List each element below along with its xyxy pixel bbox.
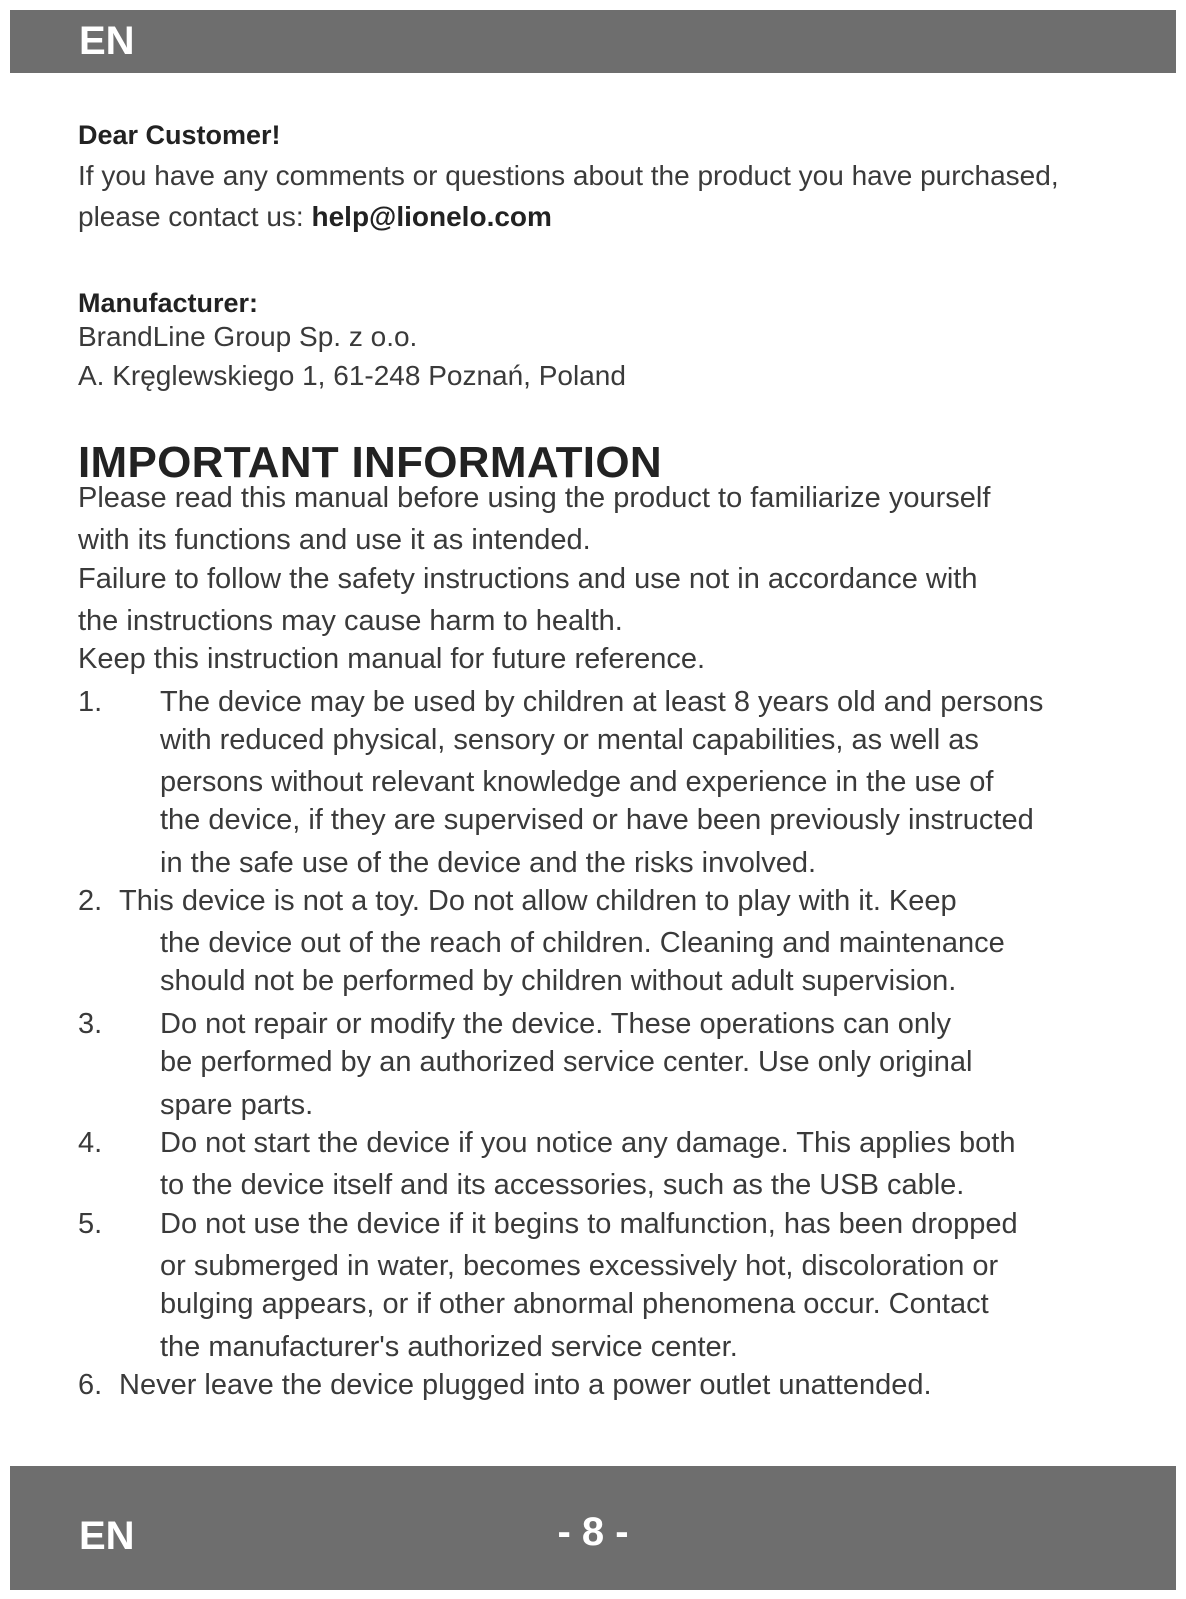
list-item-line: Never leave the device plugged into a power outlet unattended. bbox=[119, 1369, 932, 1401]
intro-line: the instructions may cause harm to health. bbox=[78, 605, 623, 637]
intro-line: Please read this manual before using the product to familiarize yourself bbox=[78, 482, 991, 514]
list-item-line: the device out of the reach of children. Cleaning and maintenance bbox=[160, 927, 1005, 959]
list-item-number: 4. bbox=[78, 1127, 103, 1159]
list-item-number: 2. bbox=[78, 885, 103, 917]
list-item-line: should not be performed by children without adult supervision. bbox=[160, 965, 957, 997]
intro-line: with its functions and use it as intended. bbox=[78, 524, 591, 556]
list-item-line: the device, if they are supervised or have been previously instructed bbox=[160, 804, 1034, 836]
list-item-line: in the safe use of the device and the risks involved. bbox=[160, 847, 817, 879]
list-item-line: spare parts. bbox=[160, 1089, 314, 1121]
list-item-line: be performed by an authorized service center. Use only original bbox=[160, 1046, 973, 1078]
header-language-label: EN bbox=[79, 19, 135, 63]
manufacturer-name: BrandLine Group Sp. z o.o. bbox=[78, 321, 418, 352]
page-number: - 8 - bbox=[557, 1510, 629, 1554]
header-bar bbox=[10, 10, 1176, 73]
list-item-line: persons without relevant knowledge and experience in the use of bbox=[160, 766, 994, 798]
manufacturer-label: Manufacturer: bbox=[78, 288, 259, 318]
list-item-line: to the device itself and its accessories, such as the USB cable. bbox=[160, 1169, 965, 1201]
list-item-line: This device is not a toy. Do not allow children to play with it. Keep bbox=[119, 885, 957, 917]
section-heading: IMPORTANT INFORMATION bbox=[78, 438, 662, 487]
list-item-line: bulging appears, or if other abnormal phenomena occur. Contact bbox=[160, 1288, 989, 1320]
list-item-line: with reduced physical, sensory or mental capabilities, as well as bbox=[160, 724, 979, 756]
list-item-line: or submerged in water, becomes excessively hot, discoloration or bbox=[160, 1250, 999, 1282]
list-item-line: Do not start the device if you notice any damage. This applies both bbox=[160, 1127, 1016, 1159]
list-item-line: Do not repair or modify the device. These operations can only bbox=[160, 1008, 951, 1040]
greeting-line-1: If you have any comments or questions about the product you have purchased, bbox=[78, 160, 1059, 191]
list-item-line: The device may be used by children at least 8 years old and persons bbox=[160, 686, 1044, 718]
footer-language-label: EN bbox=[79, 1514, 135, 1558]
list-item-number: 3. bbox=[78, 1008, 103, 1040]
list-item-line: Do not use the device if it begins to malfunction, has been dropped bbox=[160, 1208, 1018, 1240]
contact-email-link[interactable]: help@lionelo.com bbox=[311, 201, 552, 232]
list-item-number: 6. bbox=[78, 1369, 103, 1401]
greeting-title: Dear Customer! bbox=[78, 120, 281, 150]
greeting-line-2 bbox=[78, 201, 552, 233]
contact-prefix: please contact us: bbox=[78, 201, 312, 232]
list-item-number: 1. bbox=[78, 686, 103, 718]
intro-line: Failure to follow the safety instructions and use not in accordance with bbox=[78, 563, 978, 595]
list-item-number: 5. bbox=[78, 1208, 103, 1240]
list-item-line: the manufacturer's authorized service center. bbox=[160, 1331, 738, 1363]
intro-line: Keep this instruction manual for future reference. bbox=[78, 643, 706, 675]
manufacturer-address: A. Kręglewskiego 1, 61-248 Poznań, Poland bbox=[78, 360, 626, 391]
footer-bar bbox=[10, 1466, 1176, 1590]
